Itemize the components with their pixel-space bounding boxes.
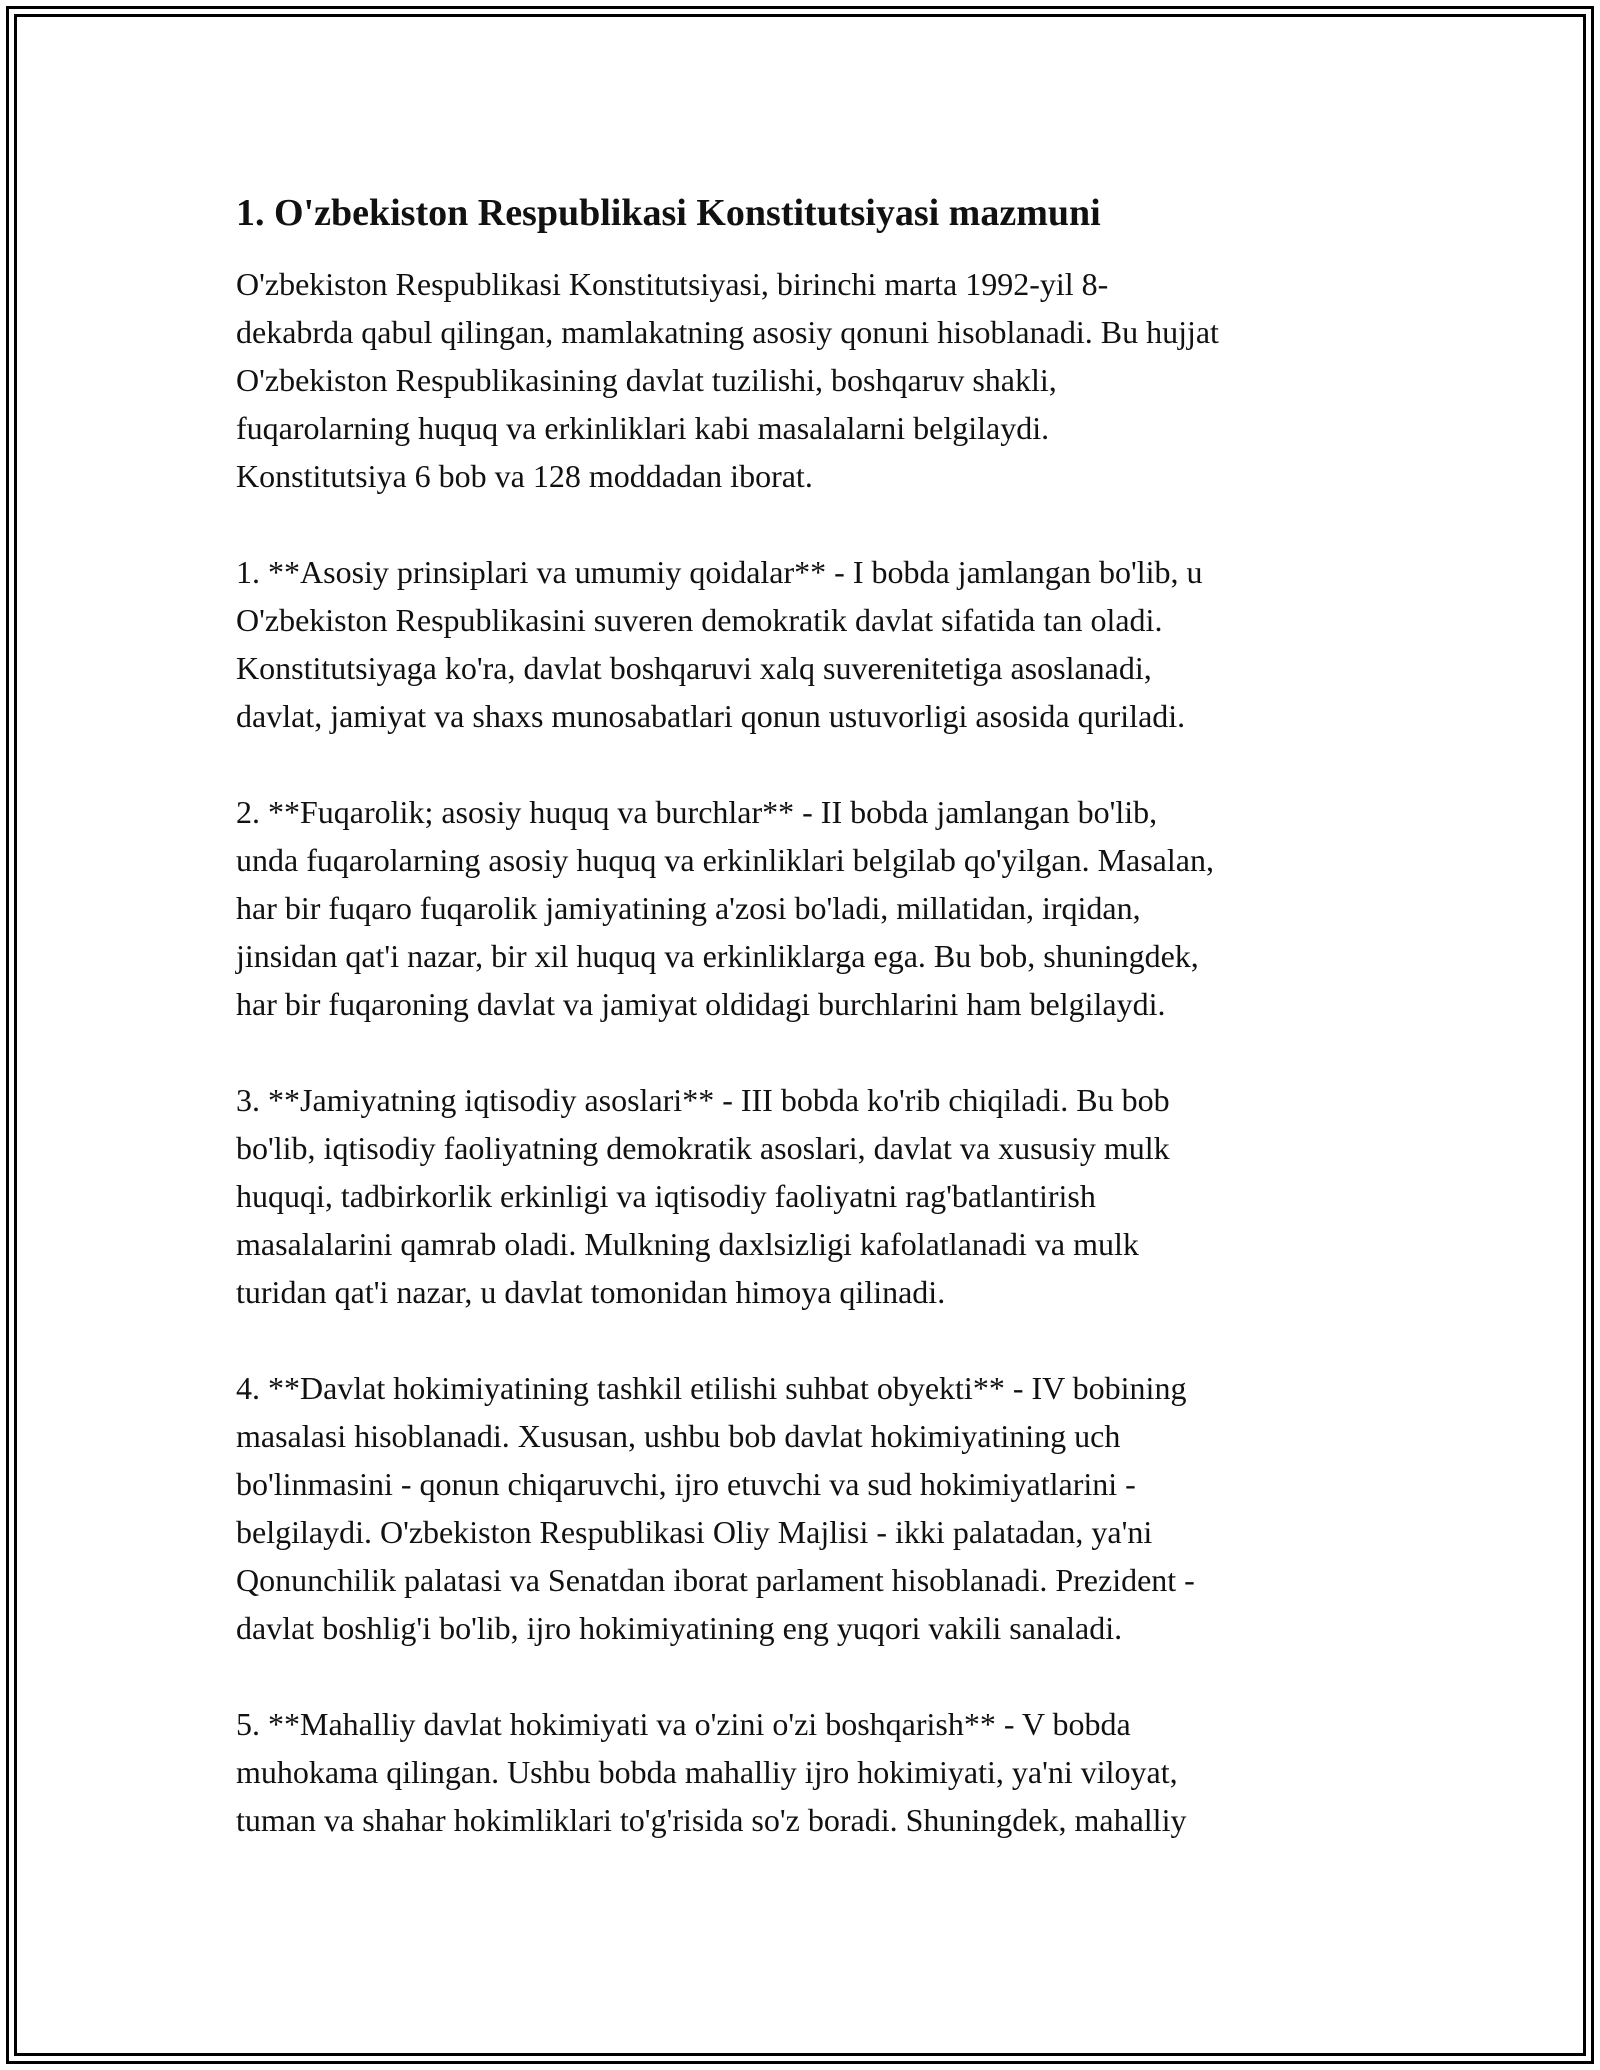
intro-paragraph: O'zbekiston Respublikasi Konstitutsiyasi, birinchi marta 1992-yil 8- dekabrda qabul qilingan, mamlakatning asosiy qonuni hisoblanadi. Bu hujjat O'zbekiston Respublikasining davlat tuzilishi, boshqaruv shakli, fuqarolarning huquq va erkinliklari kabi masalalarni belgilaydi. Konstitutsiya 6 bob va 128 moddadan iborat. [236, 266, 1219, 494]
section-3-paragraph: 3. **Jamiyatning iqtisodiy asoslari** - III bobda ko'rib chiqiladi. Bu bob bo'lib, iqtisodiy faoliyatning demokratik asoslari, davlat va xususiy mulk huquqi, tadbirkorlik erkinligi va iqtisodiy faoliyatni rag'batlantirish masalalarini qamrab oladi. Mulkning daxlsizligi kafolatlanadi va mulk turidan qat'i nazar, u davlat tomonidan himoya qilinadi. [236, 1082, 1170, 1310]
section-5-paragraph: 5. **Mahalliy davlat hokimiyati va o'zini o'zi boshqarish** - V bobda muhokama qilingan. Ushbu bobda mahalliy ijro hokimiyati, ya'ni viloyat, tuman va shahar hokimliklari to'g'risida so'z boradi. Shuningdek, mahalliy [236, 1706, 1187, 1838]
document-body [236, 183, 1366, 1844]
section-1-paragraph: 1. **Asosiy prinsiplari va umumiy qoidalar** - I bobda jamlangan bo'lib, u O'zbekiston Respublikasini suveren demokratik davlat sifatida tan oladi. Konstitutsiyaga ko'ra, davlat boshqaruvi xalq suverenitetiga asoslanadi, davlat, jamiyat va shaxs munosabatlari qonun ustuvorligi asosida quriladi. [236, 554, 1203, 734]
document-title: 1. O'zbekiston Respublikasi Konstitutsiyasi mazmuni [236, 192, 1101, 234]
section-4-paragraph: 4. **Davlat hokimiyatining tashkil etilishi suhbat obyekti** - IV bobining masalasi hisoblanadi. Xususan, ushbu bob davlat hokimiyatining uch bo'linmasini - qonun chiqaruvchi, ijro etuvchi va sud hokimiyatlarini - belgilaydi. O'zbekiston Respublikasi Oliy Majlisi - ikki palatadan, ya'ni Qonunchilik palatasi va Senatdan iborat parlament hisoblanadi. Prezident - davlat boshlig'i bo'lib, ijro hokimiyatining eng yuqori vakili sanaladi. [236, 1370, 1195, 1646]
section-2-paragraph: 2. **Fuqarolik; asosiy huquq va burchlar** - II bobda jamlangan bo'lib, unda fuqarolarning asosiy huquq va erkinliklari belgilab qo'yilgan. Masalan, har bir fuqaro fuqarolik jamiyatining a'zosi bo'ladi, millatidan, irqidan, jinsidan qat'i nazar, bir xil huquq va erkinliklarga ega. Bu bob, shuningdek, har bir fuqaroning davlat va jamiyat oldidagi burchlarini ham belgilaydi. [236, 794, 1214, 1022]
